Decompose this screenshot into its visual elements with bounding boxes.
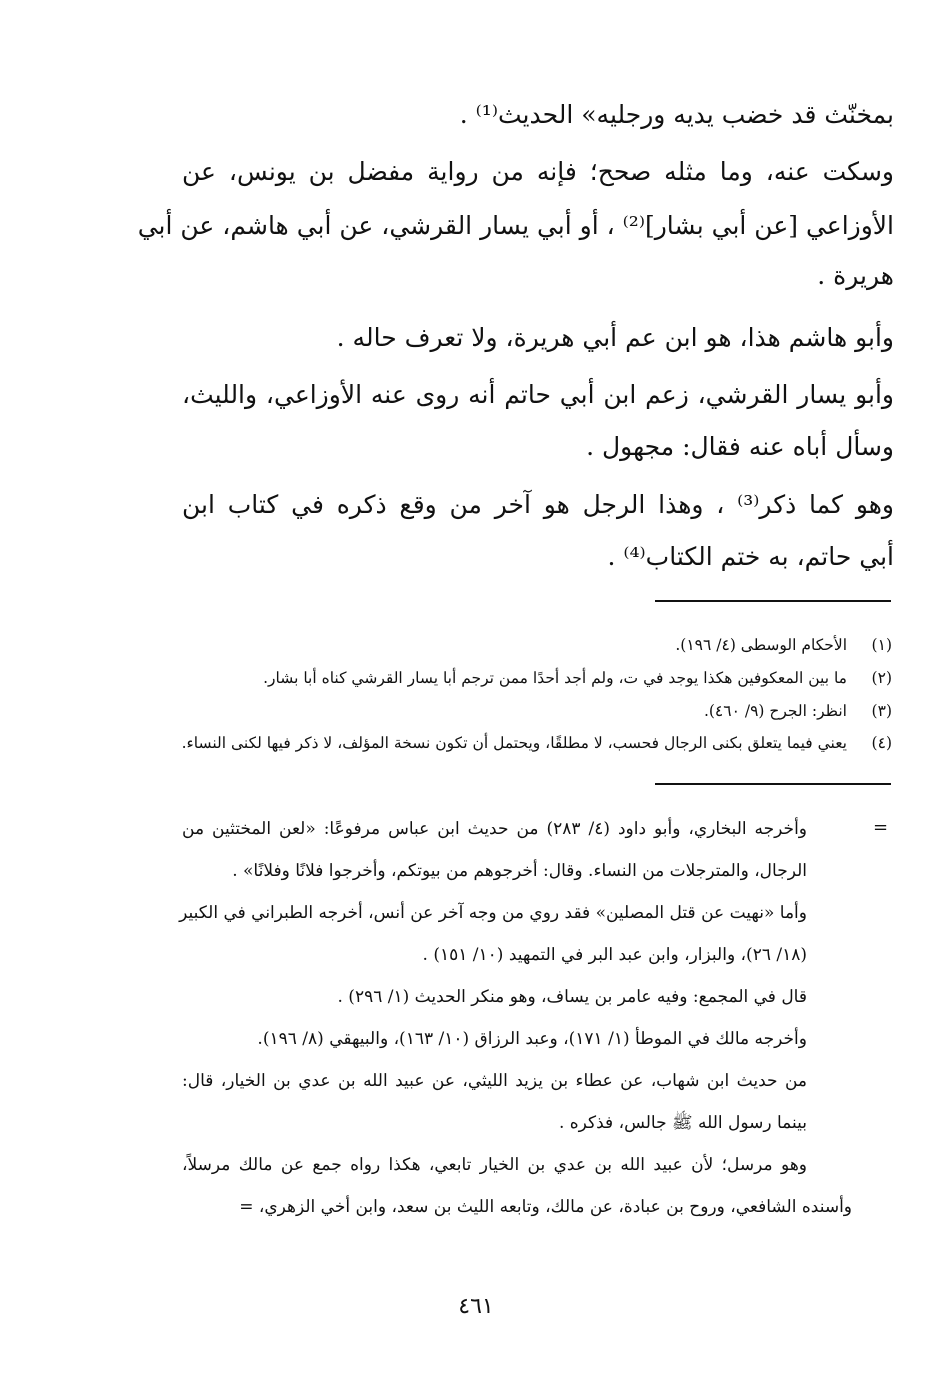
- main-line: بمخنّث قد خضب يديه ورجليه» الحديث⁽¹⁾ .: [459, 100, 894, 129]
- footnote-number: (٣): [871, 702, 892, 720]
- main-line: أبي حاتم، به ختم الكتاب⁽⁴⁾ .: [607, 542, 894, 571]
- continuation-marker: =: [873, 817, 889, 838]
- continuation-line: قال في المجمع: وفيه عامر بن يساف، وهو منكر الحديث (١/ ٢٩٦) .: [337, 987, 807, 1007]
- footnote-item: [182, 630, 892, 660]
- continuation-line: من حديث ابن شهاب، عن عطاء بن يزيد الليثي، عن عبيد الله بن عدي بن الخيار، قال:: [182, 1071, 807, 1091]
- continuation-line: وأخرجه البخاري، وأبو داود (٤/ ٢٨٣) من حديث ابن عباس مرفوعًا: «لعن المختثين من: [182, 819, 807, 839]
- footnote-item: [182, 696, 892, 726]
- main-line: وأبو يسار القرشي، زعم ابن أبي حاتم أنه روى عنه الأوزاعي، والليث،: [182, 380, 894, 409]
- footnote-number: (٢): [871, 669, 892, 687]
- continuation-separator: [655, 783, 891, 785]
- continuation-line: وهو مرسل؛ لأن عبيد الله بن عدي بن الخيار تابعي، هكذا رواه جمع عن مالك مرسلاً،: [182, 1155, 807, 1175]
- main-line: وهو كما ذكر⁽³⁾ ، وهذا الرجل هو آخر من وقع ذكره في كتاب ابن: [182, 490, 894, 519]
- continuation-line: وأما «نهيت عن قتل المصلين» فقد روي من وجه آخر عن أنس، أخرجه الطبراني في الكبير: [179, 903, 807, 923]
- main-line: وسأل أباه عنه فقال: مجهول .: [586, 432, 894, 461]
- continuation-line: وأخرجه مالك في الموطأ (١/ ١٧١)، وعبد الرزاق (١٠/ ١٦٣)، والبيهقي (٨/ ١٩٦).: [257, 1029, 807, 1049]
- footnote-text: الأحكام الوسطى (٤/ ١٩٦).: [675, 636, 847, 654]
- main-line: وسكت عنه، وما مثله صحح؛ فإنه من رواية مفضل بن يونس، عن: [182, 157, 894, 186]
- footnote-text: ما بين المعكوفين هكذا يوجد في ت، ولم أجد أحدًا ممن ترجم أبا يسار القرشي كناه أبا بشار.: [263, 669, 847, 687]
- continuation-line: وأسنده الشافعي، وروح بن عبادة، عن مالك، وتابعه الليث بن سعد، وابن أخي الزهري، =: [239, 1197, 852, 1217]
- continuation-line: بينما رسول الله ﷺ جالس، فذكره .: [558, 1113, 807, 1133]
- footnote-item: [182, 728, 892, 758]
- footnote-text: انظر: الجرح (٩/ ٤٦٠).: [703, 702, 847, 720]
- footnote-item: [182, 663, 892, 693]
- footnote-separator: [655, 600, 891, 602]
- continuation-line: الرجال، والمترجلات من النساء. وقال: أخرجوهم من بيوتكم، وأخرجوا فلانًا وفلانًا» .: [232, 861, 807, 881]
- main-line: وأبو هاشم هذا، هو ابن عم أبي هريرة، ولا تعرف حاله .: [336, 323, 894, 352]
- continuation-line: (١٨/ ٢٦)، والبزار، وابن عبد البر في التمهيد (١٠/ ١٥١) .: [422, 945, 807, 965]
- main-line: الأوزاعي [عن أبي بشار]⁽²⁾ ، أو أبي يسار القرشي، عن أبي هاشم، عن أبي: [137, 211, 894, 240]
- page-number: ٤٦١: [458, 1294, 494, 1319]
- footnote-number: (٤): [871, 734, 892, 752]
- footnote-number: (١): [871, 636, 892, 654]
- footnote-text: يعني فيما يتعلق بكنى الرجال فحسب، لا مطلقًا، ويحتمل أن تكون نسخة المؤلف، لا ذكر فيها لكنى النساء.: [181, 734, 847, 752]
- main-line: هريرة .: [817, 261, 894, 290]
